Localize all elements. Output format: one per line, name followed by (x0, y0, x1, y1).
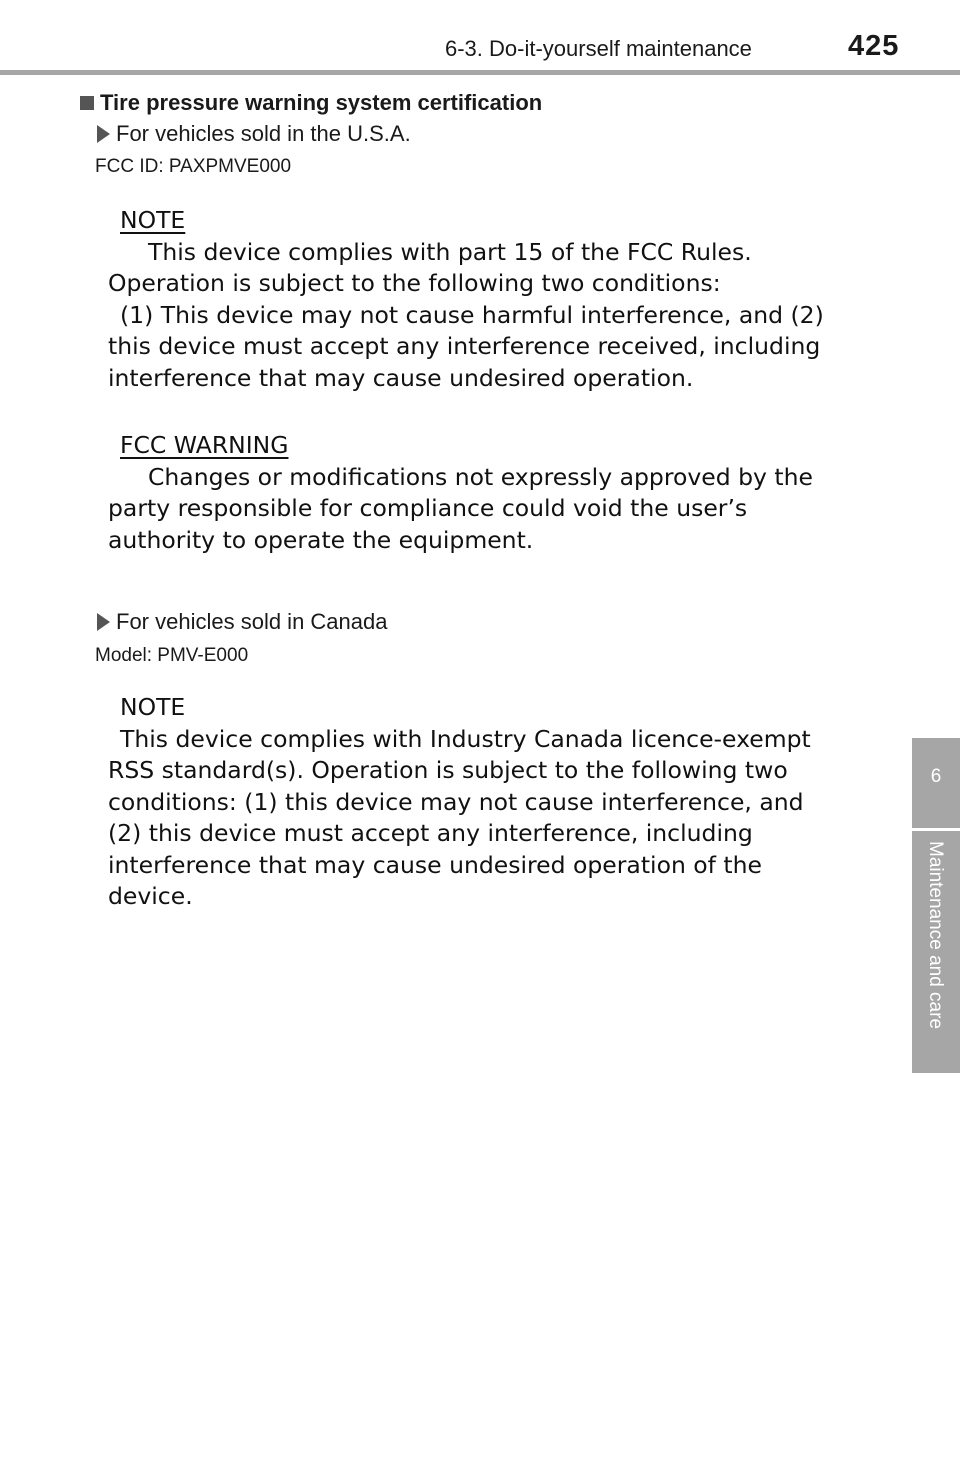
canada-note-line: conditions: (1) this device may not cause interference, and (108, 787, 804, 816)
chapter-number: 6 (930, 766, 942, 787)
chapter-title: Maintenance and care (925, 841, 946, 1030)
canada-note-line: This device complies with Industry Canada licence-exempt (120, 724, 811, 753)
canada-note-line: RSS standard(s). Operation is subject to the following two (108, 756, 788, 784)
warning-heading: FCC WARNING (120, 431, 289, 459)
page-number: 425 (848, 30, 900, 62)
chapter-title-tab (912, 831, 960, 1073)
canada-note-line: (2) this device must accept any interference, including (108, 819, 753, 847)
note-line: (1) This device may not cause harmful interference, and (2) (120, 300, 824, 329)
usa-subheading (97, 121, 411, 147)
warning-line: Changes or modifications not expressly approved by the (148, 462, 813, 491)
fcc-label-image (108, 205, 824, 394)
fcc-id-line: FCC ID: PAXPMVE000 (95, 156, 292, 177)
note-line: Operation is subject to the following two conditions: (108, 269, 721, 297)
fcc-warning-image (108, 430, 813, 556)
canada-note-line: device. (108, 882, 193, 910)
warning-line: party responsible for compliance could void the user’s (108, 494, 748, 522)
note-heading: NOTE (120, 206, 186, 234)
note-line: this device must accept any interference received, including (108, 332, 821, 360)
square-bullet-icon (80, 96, 94, 110)
warning-line: authority to operate the equipment. (108, 525, 534, 554)
header-section-title: 6-3. Do-it-yourself maintenance (445, 36, 752, 61)
usa-subheading-text: For vehicles sold in the U.S.A. (116, 121, 411, 146)
canada-subheading-text: For vehicles sold in Canada (116, 609, 388, 634)
section-heading (80, 90, 542, 116)
section-heading-text: Tire pressure warning system certification (100, 90, 543, 115)
model-line: Model: PMV-E000 (95, 645, 249, 666)
chapter-number-tab (912, 738, 960, 828)
note-line: This device complies with part 15 of the FCC Rules. (148, 237, 752, 266)
note-line: interference that may cause undesired operation. (108, 363, 694, 392)
triangle-bullet-icon (97, 125, 110, 143)
canada-subheading (97, 609, 387, 635)
canada-note-line: interference that may cause undesired operation of the (108, 850, 762, 879)
header-divider (0, 70, 960, 75)
ic-label-image (108, 692, 811, 913)
canada-note-heading: NOTE (120, 693, 186, 721)
triangle-bullet-icon (97, 613, 110, 631)
